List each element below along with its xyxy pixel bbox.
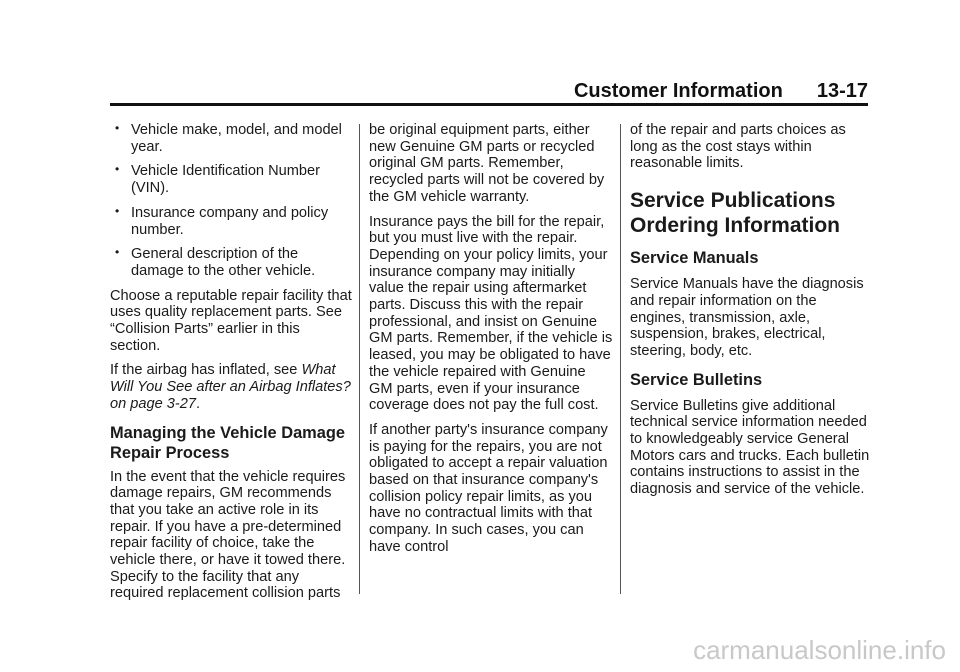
section-heading: Managing the Vehicle Damage Repair Process [110,423,345,462]
paragraph: Choose a reputable repair facility that uses quality replacement parts. See “Collision Parts” earlier in this section. [110,287,352,354]
paragraph: Insurance pays the bill for the repair, but you must live with the repair. Depending on your policy limits, your insurance company may initially value the repair using aftermarket parts. Discuss this with the repair professional, and insist on Genuine GM parts. Remember, if the vehicle is leased, you may be obligated to have the vehicle repaired with Genuine GM parts, even if your insurance coverage does not pay the full cost. [369,213,613,414]
page-header [574,80,868,103]
paragraph: If another party's insurance company is paying for the repairs, you are not obligated to accept a repair valuation based on that insurance company's collision policy repair limits, as you have no contractual limits with that company. In such cases, you can have control [369,421,608,555]
list-item: • General description of the damage to the other vehicle. [115,245,316,279]
subsection-heading: Service Manuals [630,249,759,268]
paragraph: Service Manuals have the diagnosis and repair information on the engines, transmission, axle, suspension, brakes, electrical, steering, body, etc. [630,276,864,359]
section-title: Customer Information [573,80,783,102]
list-item: • Vehicle Identification Number (VIN). [115,162,321,197]
info-list [110,122,354,280]
column-middle [369,122,613,564]
section-heading: Service Publications Ordering Information [630,189,840,238]
column-divider-1 [359,124,360,594]
column-divider-2 [620,124,621,594]
header-rule [110,103,868,106]
cross-reference-link[interactable]: What Will You See after an Airbag Inflates? on page 3-27 [110,362,351,412]
bullet-icon: • [115,245,120,260]
bullet-icon: • [115,162,120,177]
column-right [630,122,874,506]
paragraph: be original equipment parts, either new Genuine GM parts or recycled original GM parts. Remember, recycled parts will not be covered by the GM vehicle warranty. [369,122,605,205]
watermark: carmanualsonline.info [693,635,946,665]
bullet-icon: • [115,121,120,135]
list-item: • Insurance company and policy number. [115,203,329,238]
paragraph: of the repair and parts choices as long as the cost stays within reasonable limits. [630,122,846,172]
list-item: • Vehicle make, model, and model year. [115,121,342,155]
paragraph: In the event that the vehicle requires damage repairs, GM recommends that you take an active role in its repair. If you have a pre-determined repair facility of choice, take the vehicle there, or have it towed there. Specify to the facility that any required replacement collision parts [110,468,346,602]
airbag-paragraph: If the airbag has inflated, see What Will You See after an Airbag Inflates? on page 3-27. [110,362,351,412]
subsection-heading: Service Bulletins [630,370,763,389]
paragraph: Service Bulletins give additional technical service information needed to knowledgeably service General Motors cars and trucks. Each bulletin contains instructions to assist in the diagnosis and service of the vehicle. [630,397,870,498]
column-left [110,122,354,610]
bullet-icon: • [115,203,120,218]
page-number: 13-17 [816,80,868,102]
